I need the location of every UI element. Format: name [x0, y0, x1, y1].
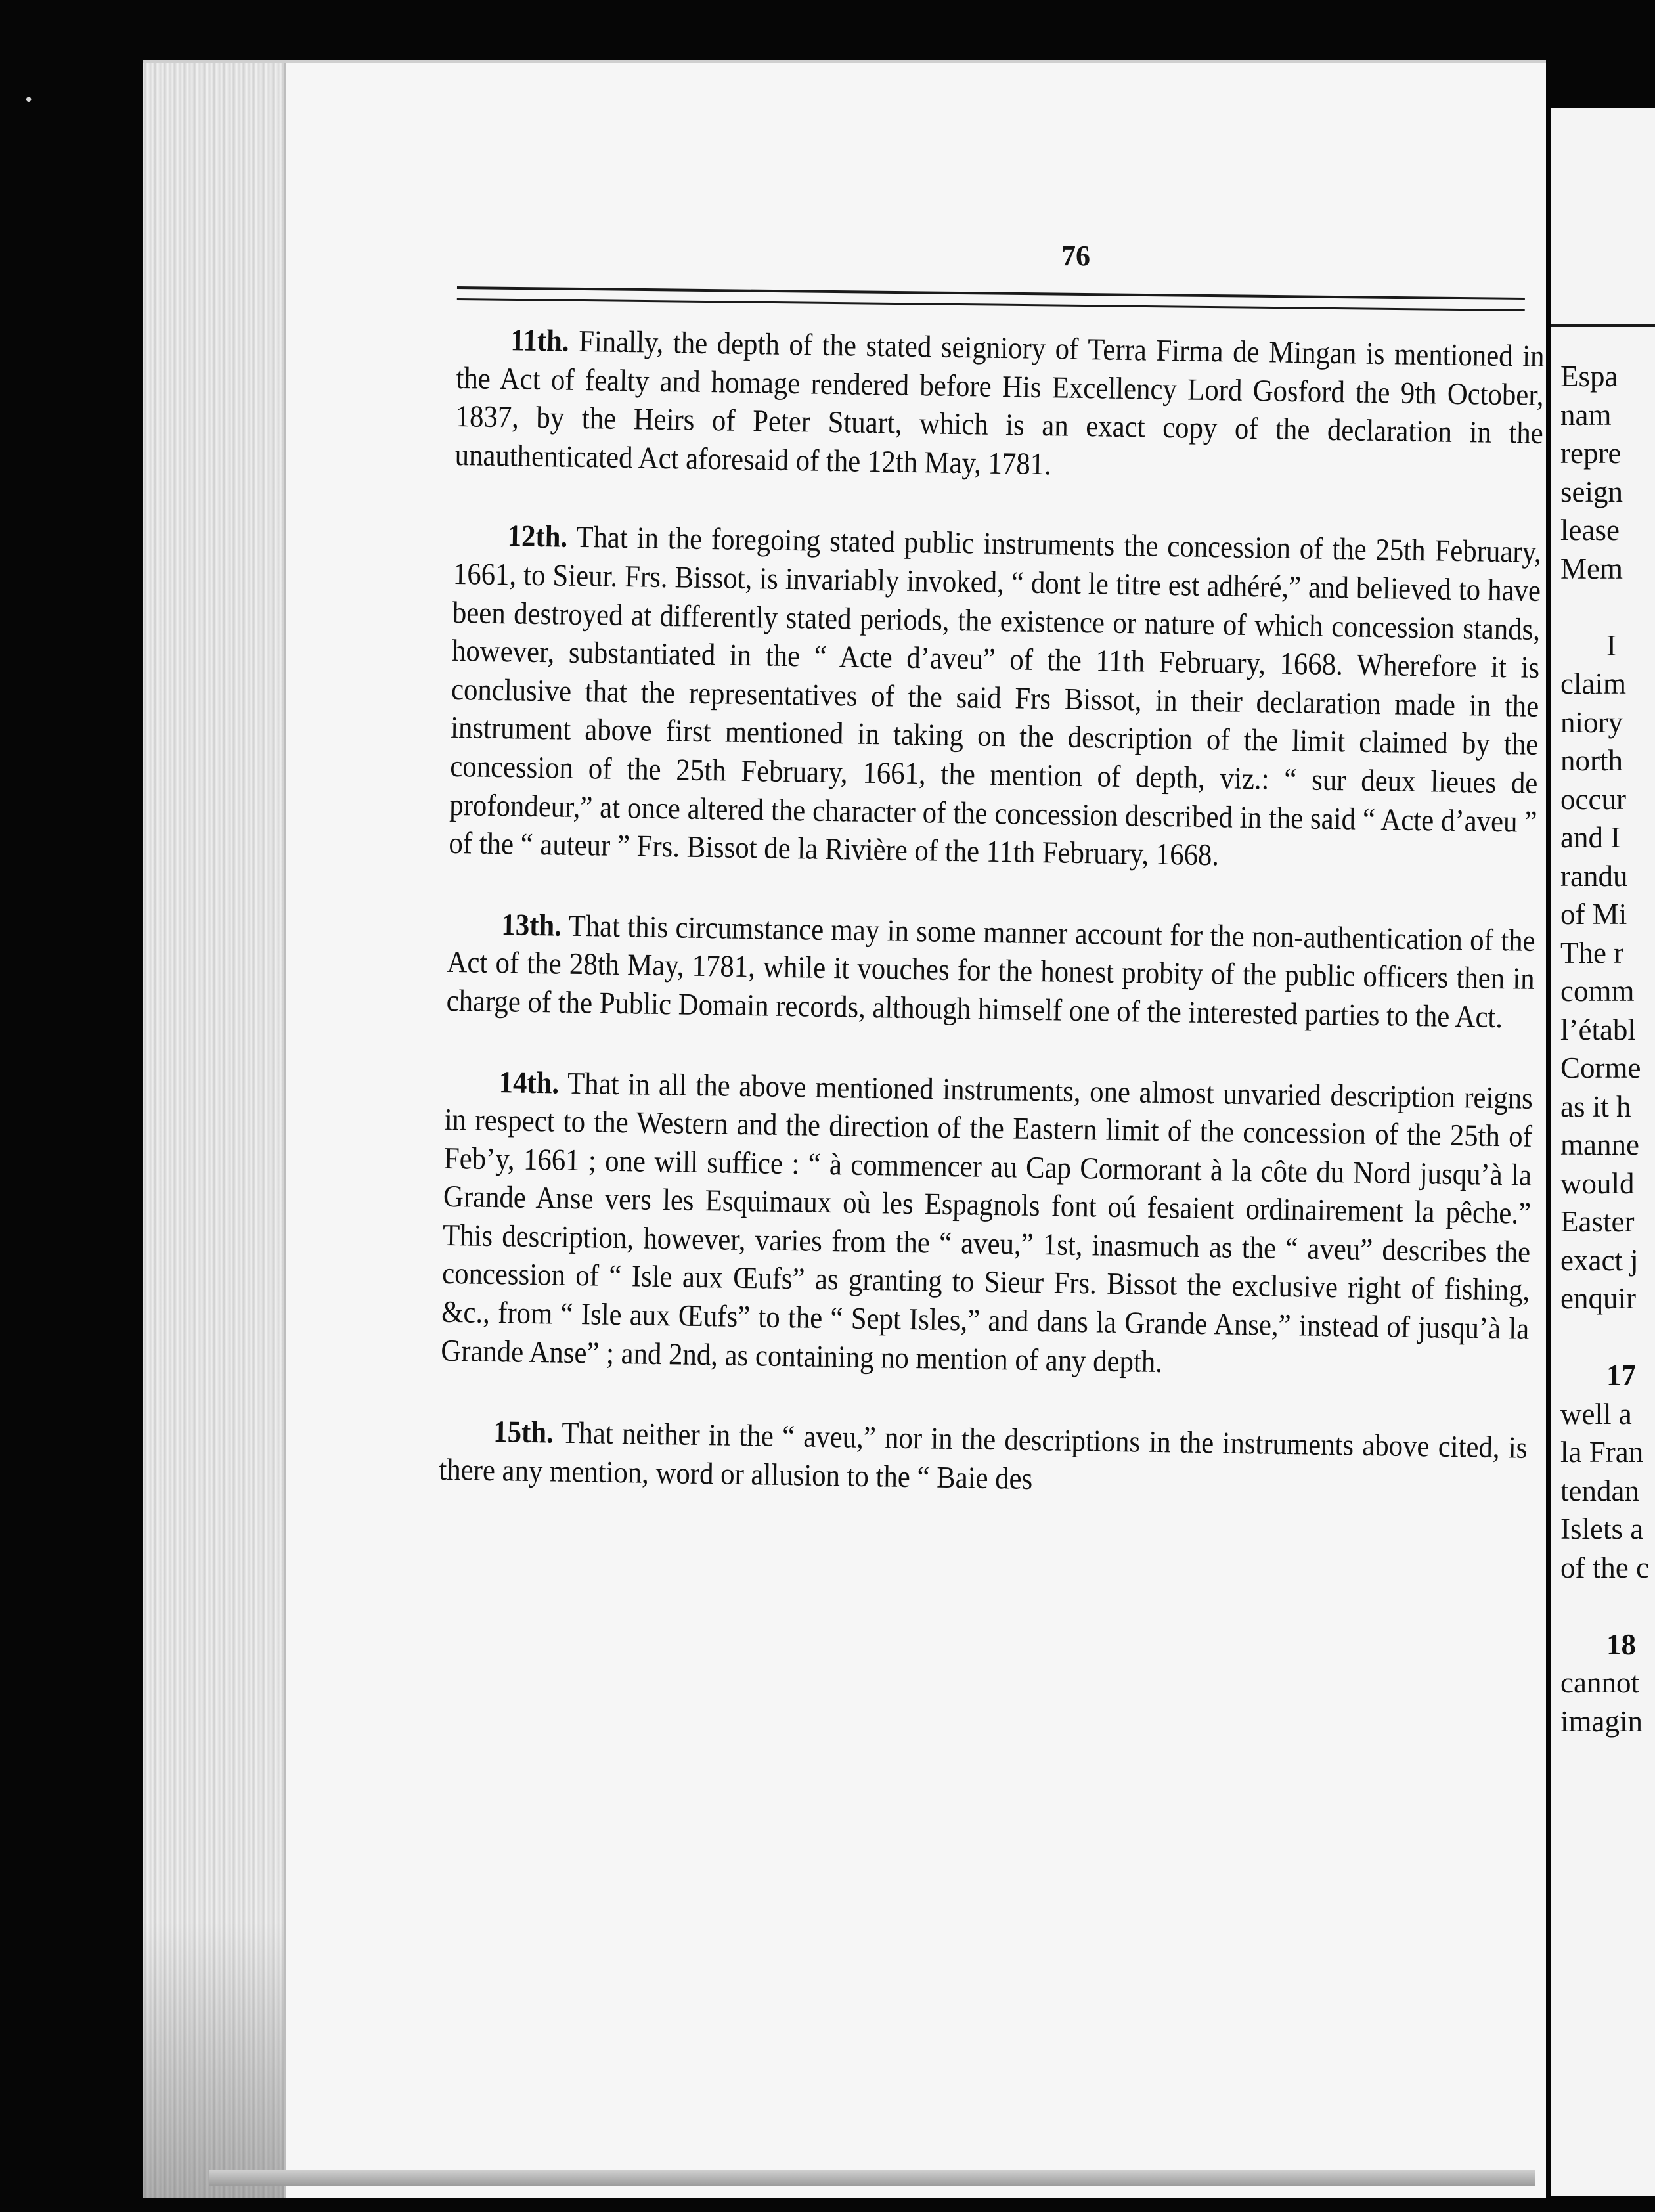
right-line: cannot	[1560, 1666, 1639, 1699]
right-line	[1560, 1587, 1655, 1626]
paragraph-number: 15th.	[493, 1415, 554, 1450]
right-line: and I	[1560, 821, 1621, 854]
body-text	[438, 321, 1545, 1548]
right-line: I	[1606, 629, 1616, 662]
paragraph-text: That neither in the “ aveu,” nor in the descriptions in the instruments above cited, is there any mention, word or allusion to the “ Baie des	[439, 1415, 1528, 1496]
left-page	[143, 60, 1546, 2198]
right-line: Easter	[1560, 1205, 1635, 1238]
paragraph-number: 12th.	[507, 519, 568, 555]
right-line: 17	[1606, 1359, 1636, 1392]
right-line: Mem	[1560, 552, 1623, 585]
right-line: claim	[1560, 667, 1626, 700]
paragraph-number: 11th.	[510, 323, 569, 359]
page-bottom-edge	[209, 2170, 1535, 2186]
right-line: randu	[1560, 859, 1628, 893]
right-line: la Fran	[1560, 1436, 1644, 1469]
paragraph-text: That in the foregoing stated public instruments the concession of the 25th February, 1661, to Sieur. Frs. Bissot, is invariably invoked, “ dont le titre est adhéré,” and believed to have been destroyed at differently stated periods, the existence or nature of which concession stands, however, substantiated in the “ Acte d’aveu” of the 11th February, 1668. Wherefore it is conclusive that the representatives of the said Frs Bissot, in their declaration made in the instrument above first mentioned in taking on the description of the limit claimed by the concession of the 25th February, 1661, the mention of depth, viz.: “ sur deux lieues de profondeur,” at once altered the character of the concession described in the said “ Acte d’aveu ” of the “ auteur ” Frs. Bissot de la Rivière of the 11th February, 1668.	[449, 520, 1542, 873]
right-line: exact j	[1560, 1243, 1639, 1277]
right-line: of Mi	[1560, 898, 1627, 931]
right-line	[1560, 588, 1655, 627]
right-line: as it h	[1560, 1090, 1631, 1123]
right-line: occur	[1560, 782, 1626, 816]
right-line: north	[1560, 744, 1623, 777]
right-line: l’établ	[1560, 1013, 1636, 1046]
right-line: Corme	[1560, 1051, 1641, 1084]
paragraph-number: 14th.	[498, 1065, 560, 1101]
right-line: repre	[1560, 437, 1622, 470]
scan-mark: •	[24, 91, 34, 110]
right-line: nam	[1560, 398, 1612, 431]
paragraph-number: 13th.	[501, 907, 562, 943]
right-line: Espa	[1560, 360, 1618, 393]
paragraph-12th	[449, 516, 1541, 879]
right-header-rule	[1551, 324, 1655, 332]
paragraph-13th	[446, 905, 1535, 1038]
paragraph-text: That this circumstance may in some manner account for the non-authentication of the Act of the 28th May, 1781, while it vouches for the honest probity of the public officers then in charge of the Public Domain records, although himself one of the interested parties to the Act.	[446, 908, 1535, 1035]
page-gutter	[143, 63, 286, 2198]
page-number: 76	[1061, 240, 1090, 272]
paragraph-15th	[439, 1412, 1528, 1506]
right-line: The r	[1560, 936, 1624, 969]
right-line: 18	[1606, 1627, 1636, 1661]
right-line: well a	[1560, 1397, 1632, 1430]
right-line: seign	[1560, 475, 1623, 508]
right-line: manne	[1560, 1128, 1639, 1161]
right-line: comm	[1560, 975, 1635, 1007]
paragraph-text: That in all the above mentioned instruments, one almost unvaried description reigns in respect to the Western and the direction of the Eastern limit of the concession of the 25th of Feb’y, 1661 ; one will suffice : “ à commencer au Cap Cormorant à la côte du Nord jusqu’à la Grande Anse vers les Esquimaux où les Espagnols font oú fesaient ordinairement la pêche.” This description, however, varies from the “ aveu,” 1st, inasmuch as the “ aveu” describes the concession of “ Isle aux Œufs” as granting to Sieur Frs. Bissot the exclusive right of fishing, &c., from “ Isle aux Œufs” to the “ Sept Isles,” and dans la Grande Anse,” instead of jusqu’à la Grande Anse” ; and 2nd, as containing no mention of any depth.	[440, 1066, 1534, 1379]
right-line: lease	[1560, 514, 1620, 546]
right-page	[1551, 108, 1655, 2196]
right-line: enquir	[1560, 1282, 1636, 1315]
gutter-shadow	[143, 1922, 284, 2198]
right-line: of the c	[1560, 1551, 1649, 1584]
paragraph-text: Finally, the depth of the stated seigniory of Terra Firma de Mingan is mentioned in the Act of fealty and homage rendered before His Excellency Lord Gosford the 9th October, 1837, by the Heirs of Peter Stuart, which is an exact copy of the declaration in the unauthenticated Act aforesaid of the 12th May, 1781.	[454, 324, 1545, 482]
right-line: Islets a	[1560, 1513, 1644, 1545]
right-line: would	[1560, 1166, 1635, 1200]
right-line	[1560, 1318, 1655, 1357]
right-line: imagin	[1560, 1704, 1643, 1738]
paragraph-14th	[441, 1062, 1533, 1387]
right-line: niory	[1560, 705, 1623, 739]
right-line: tendan	[1560, 1474, 1639, 1507]
right-page-text	[1560, 357, 1655, 1740]
paragraph-11th	[454, 321, 1545, 491]
header-rule	[457, 286, 1525, 311]
